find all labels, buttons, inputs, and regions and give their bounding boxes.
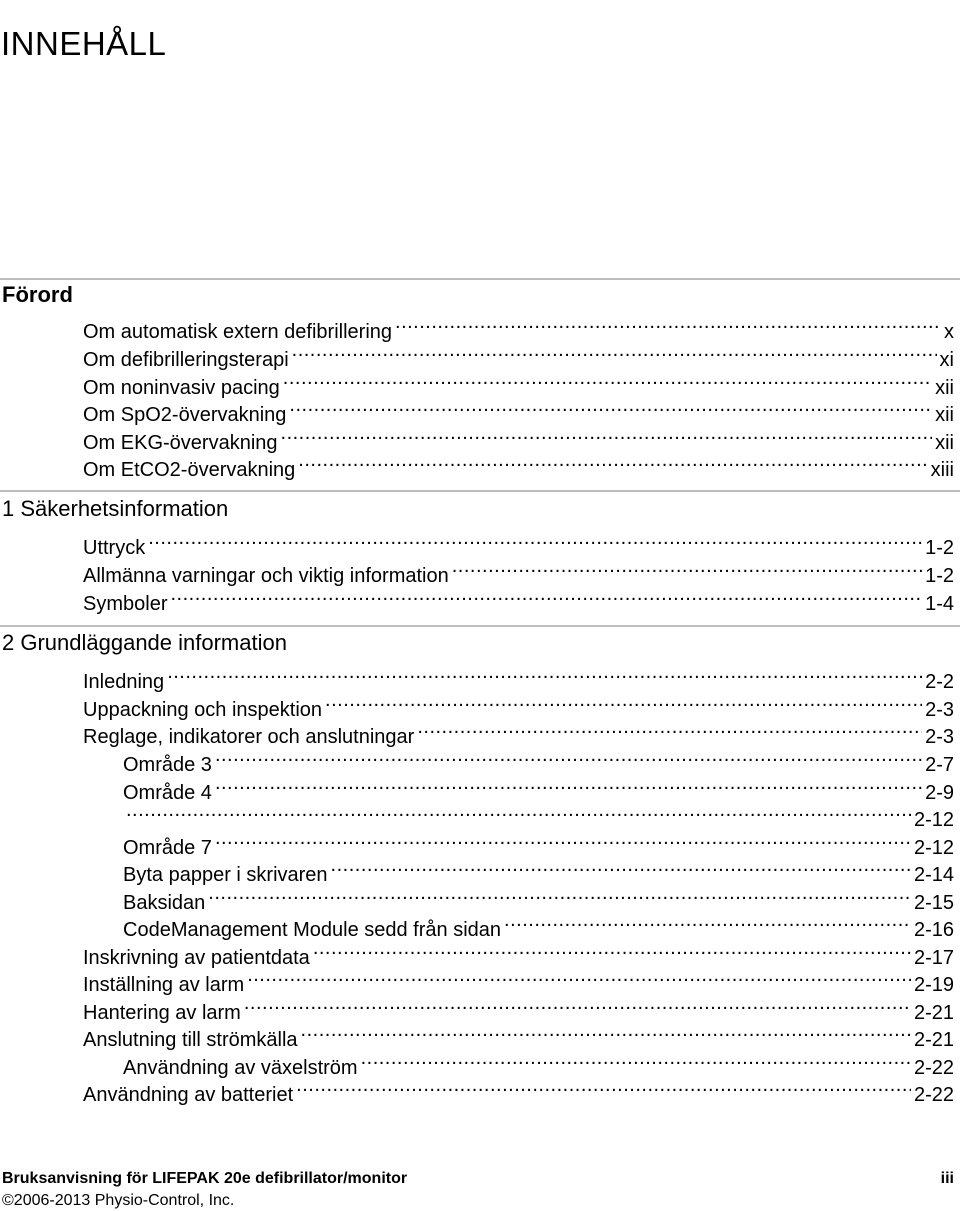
toc-entry-label: Hantering av larm [83,1002,241,1024]
toc-entry-page: 2-3 [925,726,954,748]
toc-entry[interactable] [83,688,954,721]
dot-leader [281,421,933,449]
section-heading-basics: 2 Grundläggande information [2,630,287,655]
toc-entry[interactable] [123,826,954,859]
footer-manual-title: Bruksanvisning för LIFEPAK 20e defibrillator/monitor [2,1170,408,1187]
dot-leader [504,908,911,936]
toc-entry-page: 2-7 [925,754,954,776]
toc-entry[interactable] [83,582,954,615]
dot-leader [247,963,911,991]
toc-entry[interactable] [83,1073,954,1106]
toc-entry-page: 2-12 [913,809,954,831]
dot-leader [148,526,922,554]
section-divider [0,490,960,492]
toc-entry[interactable] [83,366,954,399]
toc-entry[interactable] [123,798,954,831]
dot-leader [126,798,911,826]
toc-entry[interactable] [83,715,954,748]
toc-entry[interactable] [123,1046,954,1079]
toc-entry[interactable] [83,1018,954,1051]
toc-entry-page: xii [935,377,954,399]
dot-leader [301,1018,911,1046]
toc-entry-label: Byta papper i skrivaren [123,864,328,886]
toc-entry-page: 2-21 [913,1029,954,1051]
toc-entry-label: Om EtCO2-övervakning [83,459,296,481]
toc-entry[interactable] [83,660,954,693]
dot-leader [325,688,922,716]
toc-entry[interactable] [83,338,954,371]
dot-leader [296,1073,911,1101]
toc-entry-label: Om EKG-övervakning [83,432,278,454]
section-divider [0,625,960,627]
toc-entry[interactable] [123,771,954,804]
dot-leader [361,1046,911,1074]
toc-entry[interactable] [123,908,954,941]
dot-leader [215,826,911,854]
toc-entry[interactable] [83,448,954,481]
toc-entry-page: 1-4 [925,593,954,615]
dot-leader [313,936,911,964]
toc-entry-label: Användning av växelström [123,1057,358,1079]
toc-entry-label: Inställning av larm [83,974,245,996]
toc-entry-page: 2-12 [913,837,954,859]
toc-entry[interactable] [83,310,954,343]
toc-entry-label: Inskrivning av patientdata [83,947,310,969]
toc-entry-page: xii [935,404,954,426]
toc-entry[interactable] [83,554,954,587]
toc-entry-page: 2-22 [913,1084,954,1106]
toc-entry-label: Om automatisk extern defibrillering [83,321,393,343]
dot-leader [452,554,922,582]
dot-leader [283,366,932,394]
footer-copyright: ©2006-2013 Physio-Control, Inc. [2,1192,235,1209]
toc-entry-label: CodeManagement Module sedd från sidan [123,919,502,941]
toc-entry-page: xiii [930,459,954,481]
toc-entry-label: Reglage, indikatorer och anslutningar [83,726,415,748]
toc-entry[interactable] [83,526,954,559]
toc-entry-page: 2-3 [925,699,954,721]
toc-entry[interactable] [83,421,954,454]
toc-entry-label: Allmänna varningar och viktig information [83,565,449,587]
dot-leader [170,582,922,610]
toc-entry-page: 2-19 [913,974,954,996]
toc-entry[interactable] [123,743,954,776]
dot-leader [292,338,937,366]
toc-entry-page: xii [935,432,954,454]
section-heading-safety: 1 Säkerhetsinformation [2,496,229,521]
dot-leader [298,448,927,476]
dot-leader [215,771,922,799]
toc-entry[interactable] [123,881,954,914]
dot-leader [331,853,911,881]
toc-entry-label: Område 3 [123,754,212,776]
toc-entry-label: Om noninvasiv pacing [83,377,280,399]
toc-entry-page: x [944,321,954,343]
toc-entry-label: Uppackning och inspektion [83,699,323,721]
footer-page-number: iii [940,1170,954,1187]
toc-entry-page: 1-2 [925,565,954,587]
toc-entry-page: 2-17 [913,947,954,969]
dot-leader [167,660,922,688]
toc-entry-label: Anslutning till strömkälla [83,1029,298,1051]
section-heading-preface: Förord [2,282,73,307]
toc-entry-page: 2-2 [925,671,954,693]
dot-leader [417,715,922,743]
dot-leader [208,881,911,909]
dot-leader [395,310,941,338]
toc-entry-label: Symboler [83,593,168,615]
toc-entry-label: Om SpO2-övervakning [83,404,287,426]
toc-entry-label: Användning av batteriet [83,1084,294,1106]
toc-entry-label: Inledning [83,671,165,693]
toc-entry-label: Baksidan [123,892,206,914]
dot-leader [215,743,922,771]
toc-entry-label: Om defibrilleringsterapi [83,349,289,371]
toc-entry-label: Område 4 [123,782,212,804]
toc-entry-page: 2-15 [913,892,954,914]
toc-entry[interactable] [83,936,954,969]
toc-entry-page: 2-16 [913,919,954,941]
toc-entry[interactable] [123,853,954,886]
toc-entry-page: xi [939,349,954,371]
toc-entry-label: Område 7 [123,837,212,859]
toc-entry-page: 2-21 [913,1002,954,1024]
page-title: INNEHÅLL [1,25,167,63]
toc-entry-page: 1-2 [925,537,954,559]
toc-entry-page: 2-22 [913,1057,954,1079]
toc-entry[interactable] [83,963,954,996]
toc-entry-label: Uttryck [83,537,146,559]
toc-entry-page: 2-14 [913,864,954,886]
toc-entry-page: 2-9 [925,782,954,804]
dot-leader [244,991,911,1019]
toc-entry[interactable] [83,393,954,426]
dot-leader [289,393,932,421]
section-divider [0,278,960,280]
toc-entry[interactable] [83,991,954,1024]
